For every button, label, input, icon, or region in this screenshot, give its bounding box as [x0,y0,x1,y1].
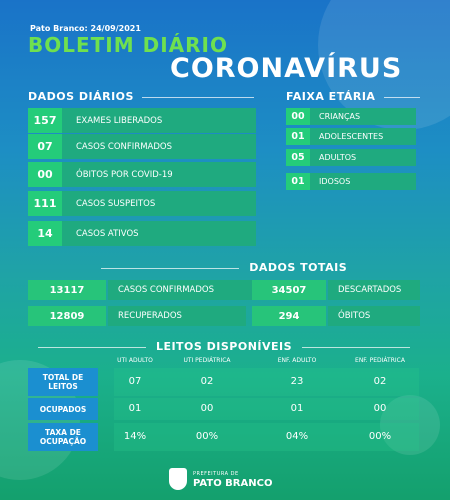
daily-label: CASOS ATIVOS [76,228,139,239]
beds-row-label: OCUPADOS [28,398,98,420]
daily-row-exams [28,108,256,133]
beds-cell: 02 [373,376,387,387]
daily-value: 111 [28,191,62,216]
beds-col-enf-adult: ENF. ADULTO [277,357,317,364]
beds-row-label: TOTAL DE LEITOS [28,368,98,396]
daily-label: ÓBITOS POR COVID-19 [76,169,173,180]
age-label: CRIANÇAS [319,112,361,121]
daily-label: EXAMES LIBERADOS [76,115,163,126]
beds-cell: 02 [200,376,214,387]
beds-cell: 14% [123,431,147,442]
daily-value: 07 [28,134,62,159]
age-row-teens [286,128,416,145]
beds-title-text: LEITOS DISPONÍVEIS [155,340,293,353]
divider [384,97,420,98]
beds-cell: 01 [290,403,304,414]
divider [142,97,254,98]
beds-cell: 00% [368,431,392,442]
total-confirmed-label: CASOS CONFIRMADOS [108,280,260,300]
age-row-children [286,108,416,125]
divider [302,347,410,348]
daily-row-deaths [28,162,256,187]
beds-row-label: TAXA DE OCUPAÇÃO [28,423,98,451]
logo-city-name: PATO BRANCO [193,478,273,489]
beds-cell: 07 [128,376,142,387]
daily-data-title-text: DADOS DIÁRIOS [28,90,134,103]
total-discarded-value: 34507 [252,280,326,300]
beds-cell: 04% [285,431,309,442]
daily-value: 157 [28,108,62,133]
city-crest-icon [169,468,187,490]
logo-prefeitura: PREFEITURA DE [193,471,239,477]
beds-col-enf-ped: ENF. PEDIÁTRICA [355,357,405,364]
daily-label: CASOS SUSPEITOS [76,198,156,209]
total-confirmed-value: 13117 [28,280,106,300]
beds-title [28,340,420,353]
bulletin-title: BOLETIM DIÁRIO [28,33,228,57]
daily-value: 14 [28,221,62,246]
age-label: IDOSOS [319,177,351,186]
beds-cell: 23 [290,376,304,387]
age-value: 00 [286,108,310,125]
beds-cell: 00% [195,431,219,442]
bulletin-subtitle: CORONAVÍRUS [170,53,403,84]
bulletin-date: Pato Branco: 24/09/2021 [30,24,141,33]
age-group-title [286,90,420,103]
age-group-title-text: FAIXA ETÁRIA [286,90,376,103]
beds-cell: 01 [128,403,142,414]
daily-value: 00 [28,162,62,187]
daily-row-suspected [28,191,256,216]
total-deaths-value: 294 [252,306,326,326]
totals-title-text: DADOS TOTAIS [249,261,348,274]
age-value: 05 [286,149,310,166]
beds-col-uti-ped: UTI PEDIÁTRICA [183,357,231,364]
divider [101,268,239,269]
beds-cell: 00 [200,403,214,414]
total-deaths-label: ÓBITOS [328,306,420,326]
daily-row-active [28,221,256,246]
age-row-elderly [286,173,416,190]
age-value: 01 [286,128,310,145]
daily-row-confirmed [28,134,256,159]
beds-cell: 00 [373,403,387,414]
total-recovered-label: RECUPERADOS [108,306,246,326]
age-label: ADOLESCENTES [319,132,384,141]
divider [38,347,146,348]
daily-label: CASOS CONFIRMADOS [76,141,172,152]
beds-col-uti-adult: UTI ADULTO [117,357,153,364]
age-row-adults [286,149,416,166]
total-recovered-value: 12809 [28,306,106,326]
total-discarded-label: DESCARTADOS [328,280,420,300]
age-label: ADULTOS [319,153,357,162]
daily-data-title [28,90,254,103]
age-value: 01 [286,173,310,190]
